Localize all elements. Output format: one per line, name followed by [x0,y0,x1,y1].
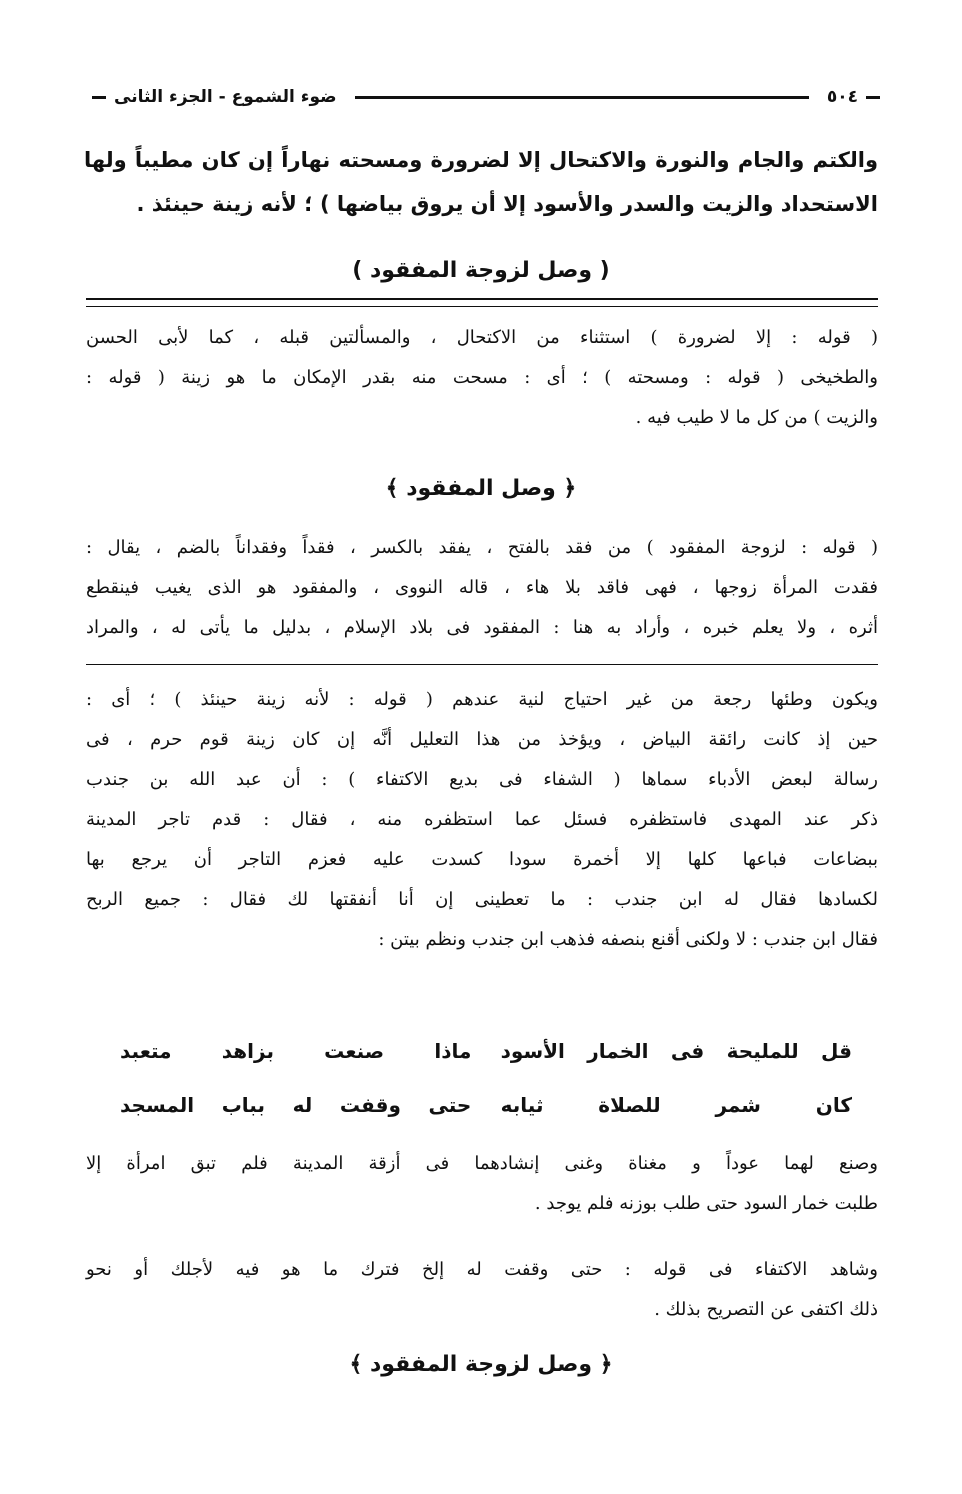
footnote-line: ذكر عند المهدى فاستظفره فسئل عما استظفره منه ، فقال : قدم تاجر المدينة [86,809,878,830]
footnote-paragraph-2 [86,1250,878,1330]
book-title: ضوء الشموع - الجزء الثانى [114,87,337,107]
footnote-line: ببضاعات فباعها كلها إلا أخمرة سودا كسدت عليه فعزم التاجر أن يرجع بها [86,849,878,870]
footnote-line: طلبت خمار السود حتى طلب بوزنه فلم يوجد . [534,1193,878,1214]
verse-second-half: ماذا صنعت بزاهد متعبد [120,1039,472,1063]
footnote-line: وشاهد الاكتفاء فى قوله : حتى وقفت له إلخ فترك ما هو فيه لأجلك أو نحو [86,1259,878,1280]
footnote-line: وصنع لهما عوداً و مغناة وغنى إنشادهما فى أزقة المدينة فلم تبق امرأة إلا [86,1153,878,1174]
footnote-line: ذلك اكتفى عن التصريح بذلك . [654,1299,878,1320]
closing-heading: ﴿ وصل لزوجة المفقود ﴾ [349,1352,613,1377]
footnote-divider [86,664,878,665]
main-text [84,138,878,226]
verse-second-half: حتى وقفت له بباب المسجد [120,1093,472,1117]
footnote-line: حين إذ كانت رائقة البياض ، ويؤخذ من هذا التعليل أنَّه إن كان زينة قوم حرم ، فى [86,729,878,750]
commentary-block-2 [86,528,878,648]
commentary-block-1 [86,318,878,438]
poem-verse [120,1024,852,1078]
poem [120,1024,852,1132]
commentary-line: أثره ، ولا يعلم خبره ، وأراد به هنا : المفقود فى بلاد الإسلام ، بدليل ما يأتى له ، والمراد [86,617,878,638]
section-heading: ( وصل لزوجة المفقود ) [352,258,610,283]
header-rule-right [866,96,880,99]
main-text-line: الاستحداد والزيت والسدر والأسود إلا أن يروق بياضها ) ؛ لأنه زينة حينئذ . [136,192,878,216]
footnote-block [86,680,878,960]
footnote-line: لكسادها فقال له ابن جندب : ما تعطينى إن أنا أنفقتها لك فقال : جميع الربح [86,889,878,910]
main-text-line: والكتم والجام والنورة والاكتحال إلا لضرورة ومسحته نهاراً إن كان مطيباً ولها [84,148,878,172]
footnote-paragraph-1 [86,1144,878,1224]
commentary-line: ( قوله : إلا لضرورة ) استثناء من الاكتحال ، والمسألتين قبله ، كما لأبى الحسن [86,327,878,348]
footnote-line: ويكون وطئها رجعة من غير احتياج لنية عندهم ( قوله : لأنه زينة حينئذ ) ؛ أى : [86,689,878,710]
commentary-line: والزيت ) من كل ما لا طيب فيه . [635,407,878,428]
running-header [92,84,880,110]
commentary-line: فقدت المرأة زوجها ، فهى فاقد بلا هاء ، قاله النووى ، والمفقود هو الذى يغيب فينقطع [86,577,878,598]
page-number: ٥٠٤ [826,87,858,107]
verse-first-half: قل للمليحة فى الخمار الأسود [500,1039,852,1063]
header-rule [355,96,809,99]
footnote-line: رسالة لبعض الأدباء سماها ( الشفاء فى بديع الاكتفاء ) : أن عبد الله بن جندب [86,769,878,790]
footnote-line: فقال ابن جندب : لا ولكنى أقنع بنصفه فذهب ابن جندب ونظم بيتن : [378,929,878,950]
commentary-line: ( قوله : لزوجة المفقود ) من فقد بالفتح ، يفقد بالكسر ، فقداً وفقداناً بالضم ، يقال : [86,537,878,558]
header-rule-left [92,96,106,99]
poem-verse [120,1078,852,1132]
main-text-divider [86,298,878,307]
commentary-line: والطخيخى ( قوله : ومسحته ) ؛ أى : مسحت منه بقدر الإمكان ما هو زينة ( قوله : [86,367,878,388]
verse-first-half: كان شمر للصلاة ثيابه [500,1093,852,1117]
commentary-heading: ﴿ وصل المفقود ﴾ [385,476,577,501]
